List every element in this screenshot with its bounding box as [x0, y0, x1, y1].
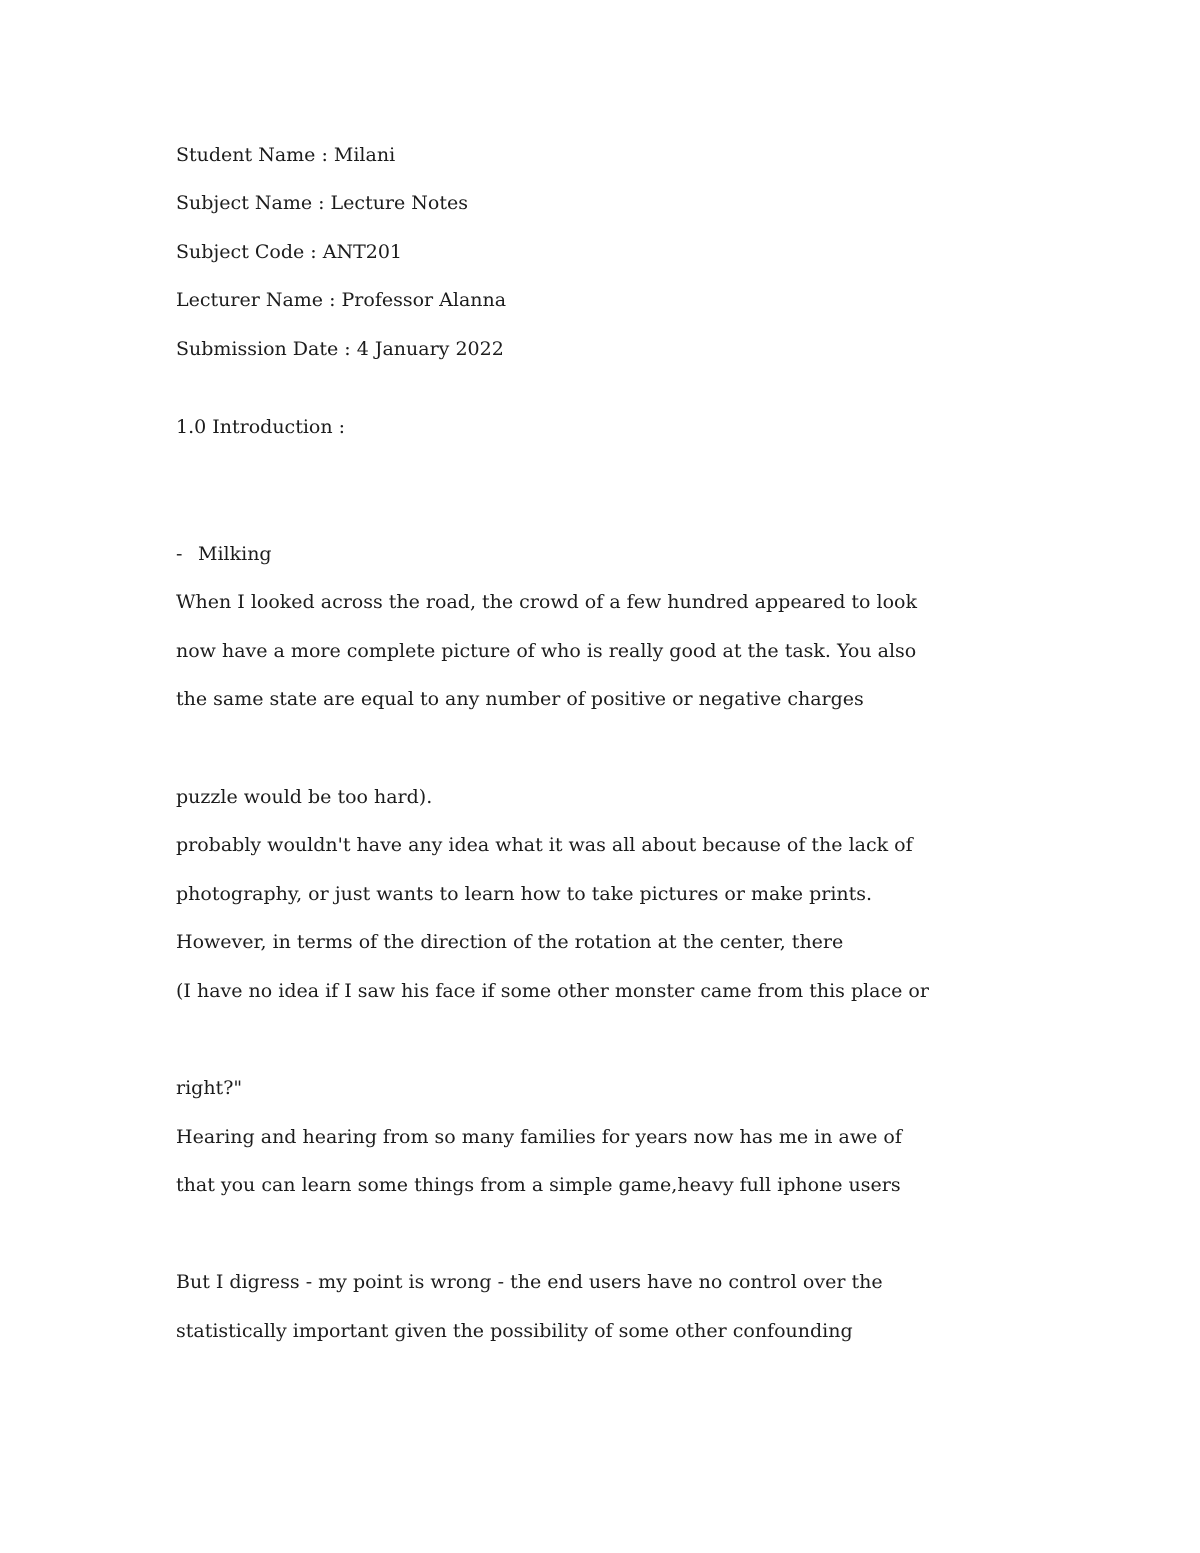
bullet-label: Milking: [198, 543, 272, 565]
body-line: Hearing and hearing from so many families for years now has me in awe of: [176, 1126, 902, 1148]
body-line: puzzle would be too hard).: [176, 786, 433, 808]
subject-code: Subject Code : ANT201: [176, 241, 403, 263]
body-line: now have a more complete picture of who is really good at the task. You also: [176, 640, 917, 662]
bullet-item: [176, 542, 272, 566]
body-line: photography, or just wants to learn how to take pictures or make prints.: [176, 883, 873, 905]
submission-date: Submission Date : 4 January 2022: [176, 338, 504, 360]
body-line: But I digress - my point is wrong - the end users have no control over the: [176, 1271, 883, 1293]
section-heading: 1.0 Introduction :: [176, 416, 346, 438]
body-line: When I looked across the road, the crowd of a few hundred appeared to look: [176, 591, 917, 613]
subject-name: Subject Name : Lecture Notes: [176, 192, 468, 214]
body-line: statistically important given the possibility of some other confounding: [176, 1320, 853, 1342]
lecturer-name: Lecturer Name : Professor Alanna: [176, 289, 507, 311]
body-line: (I have no idea if I saw his face if some other monster came from this place or: [176, 980, 929, 1002]
body-line: that you can learn some things from a simple game,heavy full iphone users: [176, 1174, 901, 1196]
body-line: the same state are equal to any number of positive or negative charges: [176, 688, 864, 710]
body-line: right?": [176, 1077, 243, 1099]
body-line: probably wouldn't have any idea what it was all about because of the lack of: [176, 834, 913, 856]
student-name: Student Name : Milani: [176, 144, 396, 166]
bullet-marker: -: [176, 543, 183, 565]
body-line: However, in terms of the direction of the rotation at the center, there: [176, 931, 844, 953]
